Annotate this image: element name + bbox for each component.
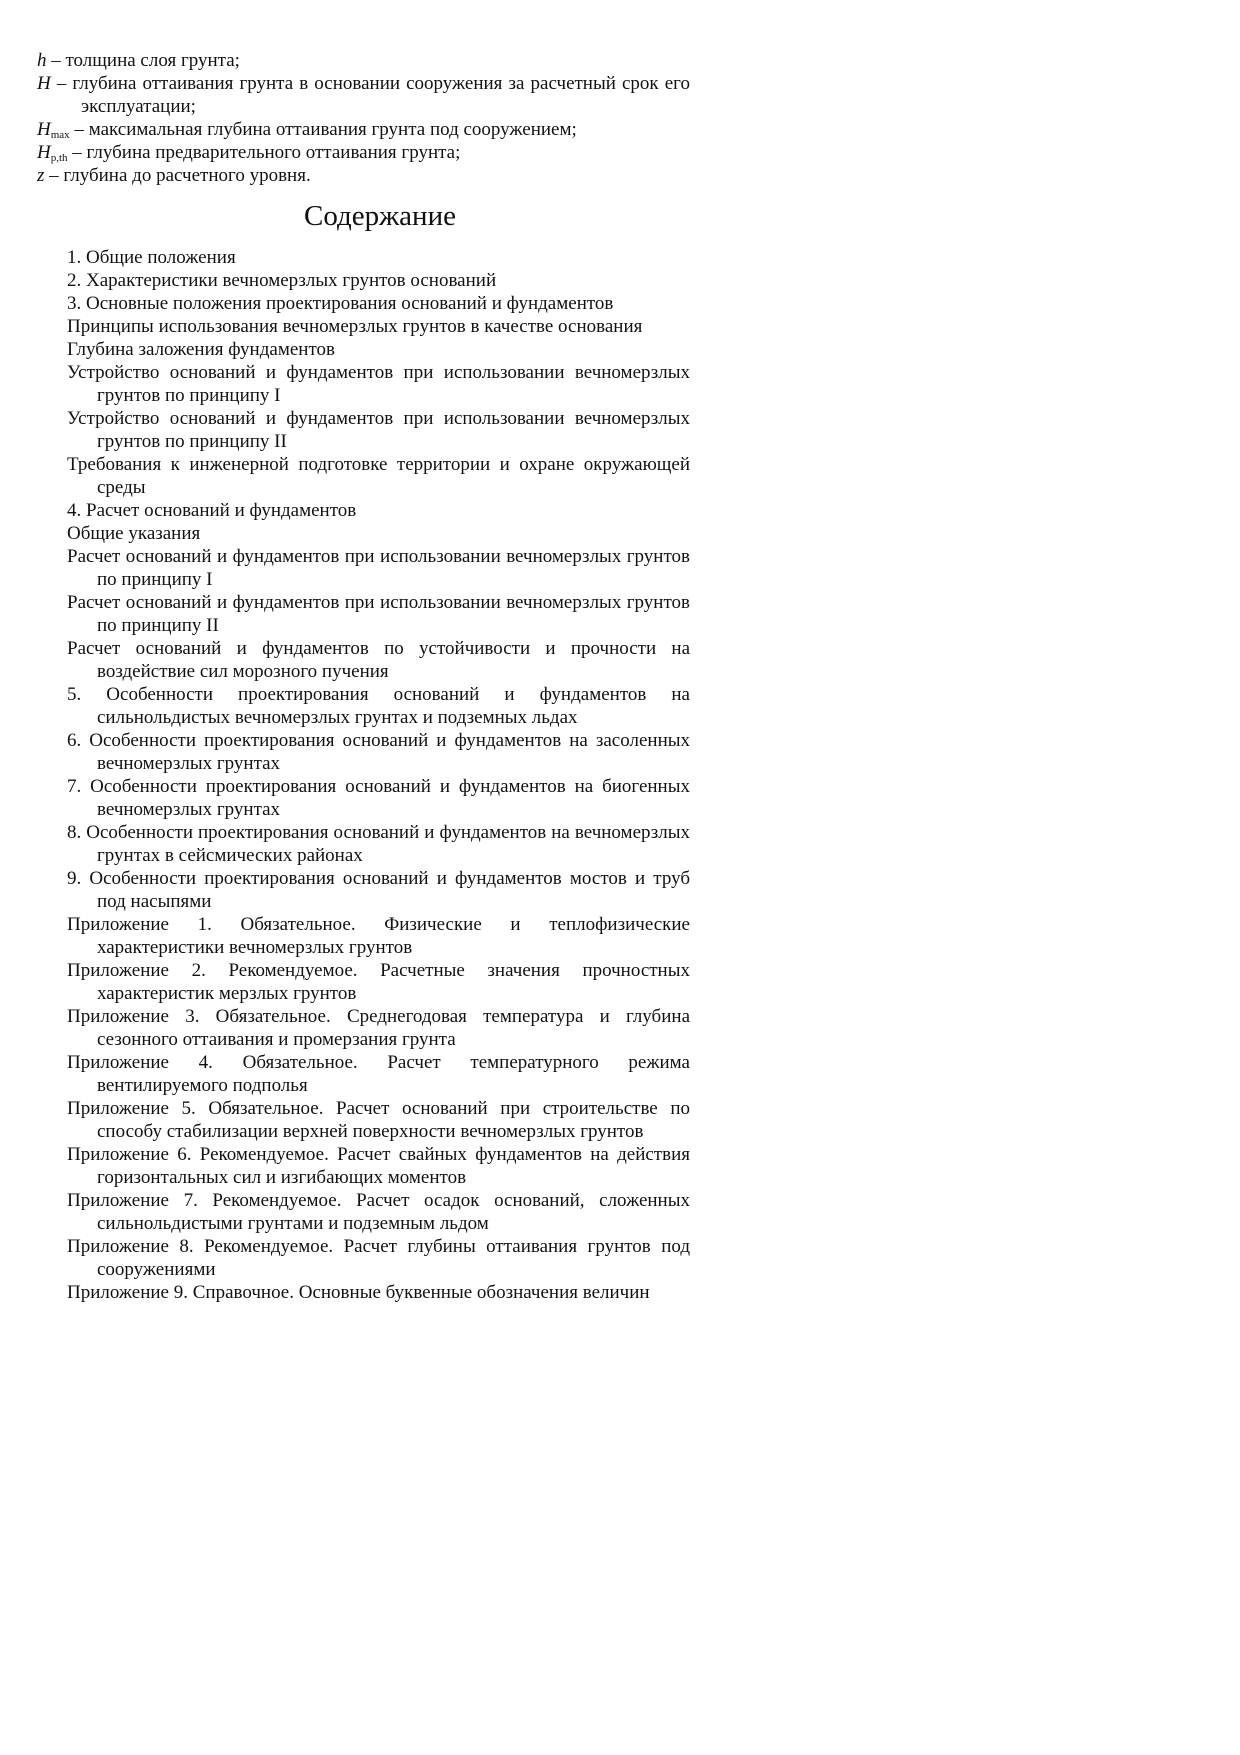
- toc-item[interactable]: 9. Особенности проектирования оснований и фундаментов мостов и труб под насыпями: [67, 868, 690, 912]
- toc-heading: Содержание: [304, 200, 456, 232]
- toc-item[interactable]: Приложение 6. Рекомендуемое. Расчет свайных фундаментов на действия горизонтальных сил и изгибающих моментов: [67, 1144, 690, 1188]
- toc-item[interactable]: Приложение 9. Справочное. Основные буквенные обозначения величин: [67, 1282, 650, 1303]
- toc-item[interactable]: Приложение 5. Обязательное. Расчет оснований при строительстве по способу стабилизации верхней поверхности вечномерзлых грунтов: [67, 1098, 690, 1142]
- toc-item[interactable]: Требования к инженерной подготовке территории и охране окружающей среды: [67, 454, 690, 498]
- toc-item[interactable]: 5. Особенности проектирования оснований и фундаментов на сильнольдистых вечномерзлых грунтах и подземных льдах: [67, 684, 690, 728]
- symbol: H: [37, 73, 51, 94]
- definition-line: [37, 49, 690, 72]
- symbol: h: [37, 50, 47, 71]
- toc-item[interactable]: Расчет оснований и фундаментов по устойчивости и прочности на воздействие сил морозного пучения: [67, 638, 690, 682]
- definition-line: [37, 72, 690, 118]
- definition-text: – глубина оттаивания грунта в основании сооружения за расчетный срок его эксплуатации;: [50, 73, 690, 117]
- toc-item[interactable]: Устройство оснований и фундаментов при использовании вечномерзлых грунтов по принципу I: [67, 362, 690, 406]
- toc-item[interactable]: 7. Особенности проектирования оснований и фундаментов на биогенных вечномерзлых грунтах: [67, 776, 690, 820]
- definition-line: [37, 164, 690, 187]
- symbol-definitions: [37, 49, 690, 187]
- definition-line: [37, 141, 690, 164]
- toc-item[interactable]: 6. Особенности проектирования оснований и фундаментов на засоленных вечномерзлых грунтах: [67, 730, 690, 774]
- definition-line: [37, 118, 690, 141]
- symbol-subscript: p,th: [50, 152, 68, 164]
- table-of-contents: [67, 246, 690, 1304]
- toc-item[interactable]: Глубина заложения фундаментов: [67, 339, 335, 360]
- toc-item[interactable]: Приложение 8. Рекомендуемое. Расчет глубины оттаивания грунтов под сооружениями: [67, 1236, 690, 1280]
- symbol: H: [37, 119, 51, 140]
- toc-item[interactable]: Устройство оснований и фундаментов при использовании вечномерзлых грунтов по принципу II: [67, 408, 690, 452]
- toc-item[interactable]: Расчет оснований и фундаментов при использовании вечномерзлых грунтов по принципу II: [67, 592, 690, 636]
- toc-item[interactable]: Приложение 2. Рекомендуемое. Расчетные значения прочностных характеристик мерзлых грунтов: [67, 960, 690, 1004]
- toc-item[interactable]: Приложение 1. Обязательное. Физические и теплофизические характеристики вечномерзлых грунтов: [67, 914, 690, 958]
- toc-item[interactable]: Принципы использования вечномерзлых грунтов в качестве основания: [67, 316, 643, 337]
- toc-item[interactable]: Приложение 3. Обязательное. Среднегодовая температура и глубина сезонного оттаивания и промерзания грунта: [67, 1006, 690, 1050]
- toc-item[interactable]: Расчет оснований и фундаментов при использовании вечномерзлых грунтов по принципу I: [67, 546, 690, 590]
- symbol: z: [37, 165, 45, 186]
- definition-text: – глубина предварительного оттаивания грунта;: [67, 142, 461, 163]
- toc-item[interactable]: Приложение 4. Обязательное. Расчет температурного режима вентилируемого подполья: [67, 1052, 690, 1096]
- toc-item[interactable]: 1. Общие положения: [67, 247, 236, 268]
- symbol: H: [37, 142, 51, 163]
- toc-item[interactable]: 8. Особенности проектирования оснований и фундаментов на вечномерзлых грунтах в сейсмических районах: [67, 822, 690, 866]
- toc-item[interactable]: 3. Основные положения проектирования оснований и фундаментов: [67, 293, 614, 314]
- definition-text: – толщина слоя грунта;: [46, 50, 240, 71]
- toc-item[interactable]: 2. Характеристики вечномерзлых грунтов оснований: [67, 270, 497, 291]
- definition-text: – глубина до расчетного уровня.: [44, 165, 311, 186]
- definition-text: – максимальная глубина оттаивания грунта под сооружением;: [69, 119, 577, 140]
- toc-item[interactable]: Приложение 7. Рекомендуемое. Расчет осадок оснований, сложенных сильнольдистыми грунтами и подземным льдом: [67, 1190, 690, 1234]
- toc-item[interactable]: Общие указания: [67, 523, 201, 544]
- symbol-subscript: max: [50, 129, 70, 141]
- toc-item[interactable]: 4. Расчет оснований и фундаментов: [67, 500, 357, 521]
